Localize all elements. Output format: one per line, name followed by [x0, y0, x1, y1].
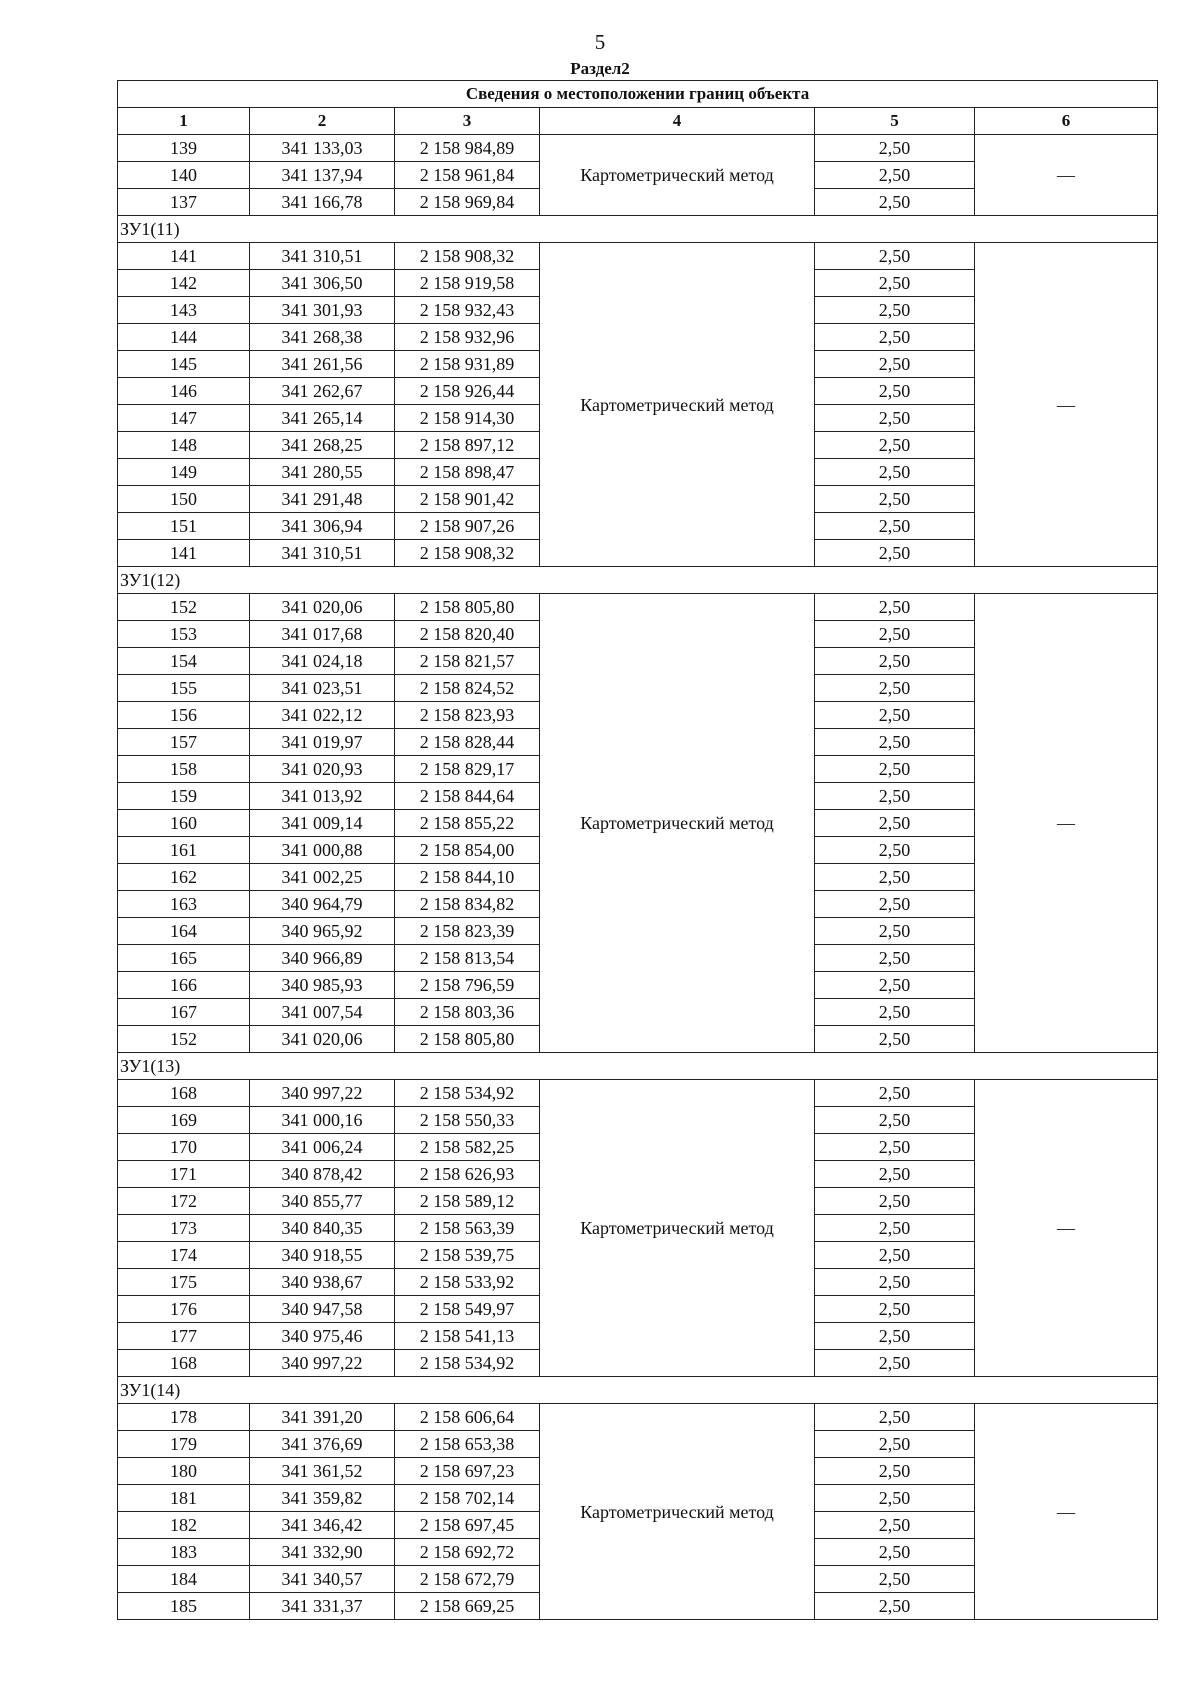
accuracy-value: 2,50 [815, 1458, 975, 1485]
plot-label: ЗУ1(13) [118, 1053, 1158, 1080]
point-number: 165 [118, 945, 250, 972]
point-number: 142 [118, 270, 250, 297]
coordinate-x: 341 023,51 [250, 675, 395, 702]
coordinate-x: 341 291,48 [250, 486, 395, 513]
accuracy-value: 2,50 [815, 297, 975, 324]
coordinate-x: 341 133,03 [250, 135, 395, 162]
coordinate-y: 2 158 828,44 [395, 729, 540, 756]
table-row [118, 594, 1158, 621]
coordinate-x: 341 332,90 [250, 1539, 395, 1566]
coordinate-y: 2 158 823,39 [395, 918, 540, 945]
point-number: 146 [118, 378, 250, 405]
coordinate-y: 2 158 901,42 [395, 486, 540, 513]
accuracy-value: 2,50 [815, 756, 975, 783]
coordinate-x: 341 020,06 [250, 1026, 395, 1053]
coordinate-y: 2 158 914,30 [395, 405, 540, 432]
coordinate-x: 341 166,78 [250, 189, 395, 216]
coordinate-y: 2 158 897,12 [395, 432, 540, 459]
point-number: 148 [118, 432, 250, 459]
point-number: 139 [118, 135, 250, 162]
accuracy-value: 2,50 [815, 810, 975, 837]
page-number: 5 [594, 30, 606, 54]
accuracy-value: 2,50 [815, 1593, 975, 1620]
accuracy-value: 2,50 [815, 1512, 975, 1539]
coordinate-x: 341 261,56 [250, 351, 395, 378]
accuracy-value: 2,50 [815, 1134, 975, 1161]
coordinate-x: 341 020,06 [250, 594, 395, 621]
coordinate-y: 2 158 582,25 [395, 1134, 540, 1161]
column-number: 4 [540, 108, 815, 135]
accuracy-value: 2,50 [815, 1566, 975, 1593]
section-title: Раздел2 [570, 59, 630, 78]
point-number: 157 [118, 729, 250, 756]
coordinate-x: 341 361,52 [250, 1458, 395, 1485]
accuracy-value: 2,50 [815, 486, 975, 513]
coordinate-y: 2 158 702,14 [395, 1485, 540, 1512]
coordinate-x: 341 017,68 [250, 621, 395, 648]
accuracy-value: 2,50 [815, 1215, 975, 1242]
coordinate-y: 2 158 813,54 [395, 945, 540, 972]
coordinate-y: 2 158 805,80 [395, 594, 540, 621]
coordinate-x: 341 268,38 [250, 324, 395, 351]
point-number: 179 [118, 1431, 250, 1458]
coordinate-x: 340 997,22 [250, 1080, 395, 1107]
table-row [118, 135, 1158, 162]
plot-header-row [118, 567, 1158, 594]
coordinate-y: 2 158 563,39 [395, 1215, 540, 1242]
accuracy-value: 2,50 [815, 540, 975, 567]
point-number: 152 [118, 594, 250, 621]
plot-label: ЗУ1(14) [118, 1377, 1158, 1404]
coordinate-x: 341 265,14 [250, 405, 395, 432]
coordinate-y: 2 158 805,80 [395, 1026, 540, 1053]
coordinate-x: 341 268,25 [250, 432, 395, 459]
coordinate-x: 341 306,94 [250, 513, 395, 540]
coordinate-y: 2 158 626,93 [395, 1161, 540, 1188]
coordinate-y: 2 158 919,58 [395, 270, 540, 297]
point-number: 149 [118, 459, 250, 486]
coordinate-y: 2 158 844,10 [395, 864, 540, 891]
point-number: 141 [118, 243, 250, 270]
accuracy-value: 2,50 [815, 1539, 975, 1566]
point-number: 152 [118, 1026, 250, 1053]
point-number: 144 [118, 324, 250, 351]
column-number: 6 [975, 108, 1158, 135]
coordinate-y: 2 158 589,12 [395, 1188, 540, 1215]
column-6-value: — [975, 1404, 1158, 1620]
coordinate-y: 2 158 932,43 [395, 297, 540, 324]
table-row [118, 1404, 1158, 1431]
column-number: 3 [395, 108, 540, 135]
coordinate-y: 2 158 984,89 [395, 135, 540, 162]
coordinate-y: 2 158 534,92 [395, 1080, 540, 1107]
coordinate-x: 341 022,12 [250, 702, 395, 729]
accuracy-value: 2,50 [815, 783, 975, 810]
accuracy-value: 2,50 [815, 243, 975, 270]
point-number: 156 [118, 702, 250, 729]
coordinate-x: 341 306,50 [250, 270, 395, 297]
coordinate-x: 340 840,35 [250, 1215, 395, 1242]
column-6-value: — [975, 1080, 1158, 1377]
point-number: 174 [118, 1242, 250, 1269]
coordinate-x: 340 878,42 [250, 1161, 395, 1188]
accuracy-value: 2,50 [815, 675, 975, 702]
coordinate-y: 2 158 796,59 [395, 972, 540, 999]
coordinate-x: 340 966,89 [250, 945, 395, 972]
point-number: 167 [118, 999, 250, 1026]
point-number: 182 [118, 1512, 250, 1539]
accuracy-value: 2,50 [815, 1026, 975, 1053]
coordinate-y: 2 158 697,45 [395, 1512, 540, 1539]
accuracy-value: 2,50 [815, 864, 975, 891]
coordinate-x: 341 020,93 [250, 756, 395, 783]
coordinate-x: 341 000,16 [250, 1107, 395, 1134]
point-number: 184 [118, 1566, 250, 1593]
coordinate-y: 2 158 606,64 [395, 1404, 540, 1431]
coordinate-y: 2 158 669,25 [395, 1593, 540, 1620]
accuracy-value: 2,50 [815, 1269, 975, 1296]
accuracy-value: 2,50 [815, 405, 975, 432]
point-number: 161 [118, 837, 250, 864]
point-number: 183 [118, 1539, 250, 1566]
coordinate-y: 2 158 821,57 [395, 648, 540, 675]
accuracy-value: 2,50 [815, 918, 975, 945]
coordinate-y: 2 158 672,79 [395, 1566, 540, 1593]
point-number: 140 [118, 162, 250, 189]
coordinate-y: 2 158 697,23 [395, 1458, 540, 1485]
coordinate-y: 2 158 932,96 [395, 324, 540, 351]
point-number: 137 [118, 189, 250, 216]
coordinate-y: 2 158 926,44 [395, 378, 540, 405]
point-number: 168 [118, 1080, 250, 1107]
accuracy-value: 2,50 [815, 621, 975, 648]
accuracy-value: 2,50 [815, 1485, 975, 1512]
coordinate-y: 2 158 829,17 [395, 756, 540, 783]
point-number: 154 [118, 648, 250, 675]
point-number: 143 [118, 297, 250, 324]
coordinate-x: 341 310,51 [250, 540, 395, 567]
table-row [118, 1080, 1158, 1107]
coordinate-x: 341 280,55 [250, 459, 395, 486]
plot-header-row [118, 216, 1158, 243]
accuracy-value: 2,50 [815, 837, 975, 864]
accuracy-value: 2,50 [815, 324, 975, 351]
coordinate-y: 2 158 820,40 [395, 621, 540, 648]
point-number: 162 [118, 864, 250, 891]
coordinate-y: 2 158 898,47 [395, 459, 540, 486]
accuracy-value: 2,50 [815, 459, 975, 486]
method-cell: Картометрический метод [540, 1404, 815, 1620]
coordinate-x: 340 855,77 [250, 1188, 395, 1215]
coordinate-y: 2 158 844,64 [395, 783, 540, 810]
accuracy-value: 2,50 [815, 189, 975, 216]
coordinate-x: 340 938,67 [250, 1269, 395, 1296]
column-6-value: — [975, 243, 1158, 567]
column-number-row [118, 108, 1158, 135]
coordinate-x: 340 965,92 [250, 918, 395, 945]
method-cell: Картометрический метод [540, 135, 815, 216]
coordinate-x: 341 346,42 [250, 1512, 395, 1539]
method-cell: Картометрический метод [540, 243, 815, 567]
coordinate-x: 340 918,55 [250, 1242, 395, 1269]
point-number: 145 [118, 351, 250, 378]
coordinate-x: 341 013,92 [250, 783, 395, 810]
coordinate-y: 2 158 550,33 [395, 1107, 540, 1134]
point-number: 153 [118, 621, 250, 648]
accuracy-value: 2,50 [815, 1107, 975, 1134]
accuracy-value: 2,50 [815, 1080, 975, 1107]
coordinate-y: 2 158 834,82 [395, 891, 540, 918]
accuracy-value: 2,50 [815, 702, 975, 729]
accuracy-value: 2,50 [815, 1188, 975, 1215]
coordinate-y: 2 158 539,75 [395, 1242, 540, 1269]
coordinate-y: 2 158 855,22 [395, 810, 540, 837]
boundary-coordinates-table [117, 80, 1158, 1620]
point-number: 166 [118, 972, 250, 999]
accuracy-value: 2,50 [815, 1161, 975, 1188]
point-number: 163 [118, 891, 250, 918]
coordinate-x: 341 359,82 [250, 1485, 395, 1512]
accuracy-value: 2,50 [815, 594, 975, 621]
coordinate-y: 2 158 854,00 [395, 837, 540, 864]
coordinate-y: 2 158 961,84 [395, 162, 540, 189]
coordinate-x: 341 009,14 [250, 810, 395, 837]
plot-label: ЗУ1(12) [118, 567, 1158, 594]
accuracy-value: 2,50 [815, 513, 975, 540]
accuracy-value: 2,50 [815, 270, 975, 297]
coordinate-x: 340 964,79 [250, 891, 395, 918]
coordinate-y: 2 158 692,72 [395, 1539, 540, 1566]
table-caption: Сведения о местоположении границ объекта [118, 81, 1158, 108]
table-caption-row [118, 81, 1158, 108]
plot-header-row [118, 1377, 1158, 1404]
coordinate-x: 341 262,67 [250, 378, 395, 405]
accuracy-value: 2,50 [815, 1242, 975, 1269]
point-number: 173 [118, 1215, 250, 1242]
accuracy-value: 2,50 [815, 432, 975, 459]
accuracy-value: 2,50 [815, 378, 975, 405]
point-number: 169 [118, 1107, 250, 1134]
point-number: 180 [118, 1458, 250, 1485]
coordinate-y: 2 158 824,52 [395, 675, 540, 702]
plot-header-row [118, 1053, 1158, 1080]
table-row [118, 243, 1158, 270]
point-number: 151 [118, 513, 250, 540]
point-number: 164 [118, 918, 250, 945]
coordinate-y: 2 158 823,93 [395, 702, 540, 729]
coordinate-x: 341 006,24 [250, 1134, 395, 1161]
coordinate-x: 341 024,18 [250, 648, 395, 675]
accuracy-value: 2,50 [815, 891, 975, 918]
coordinate-y: 2 158 533,92 [395, 1269, 540, 1296]
accuracy-value: 2,50 [815, 999, 975, 1026]
column-number: 2 [250, 108, 395, 135]
point-number: 172 [118, 1188, 250, 1215]
point-number: 159 [118, 783, 250, 810]
accuracy-value: 2,50 [815, 648, 975, 675]
column-6-value: — [975, 594, 1158, 1053]
coordinate-x: 341 376,69 [250, 1431, 395, 1458]
coordinate-y: 2 158 931,89 [395, 351, 540, 378]
coordinate-x: 341 331,37 [250, 1593, 395, 1620]
table-body [118, 135, 1158, 1620]
accuracy-value: 2,50 [815, 162, 975, 189]
accuracy-value: 2,50 [815, 729, 975, 756]
accuracy-value: 2,50 [815, 1404, 975, 1431]
coordinate-y: 2 158 541,13 [395, 1323, 540, 1350]
point-number: 181 [118, 1485, 250, 1512]
accuracy-value: 2,50 [815, 1296, 975, 1323]
point-number: 176 [118, 1296, 250, 1323]
point-number: 141 [118, 540, 250, 567]
point-number: 171 [118, 1161, 250, 1188]
method-cell: Картометрический метод [540, 1080, 815, 1377]
coordinate-x: 340 975,46 [250, 1323, 395, 1350]
point-number: 155 [118, 675, 250, 702]
column-number: 5 [815, 108, 975, 135]
coordinate-y: 2 158 549,97 [395, 1296, 540, 1323]
coordinate-x: 340 947,58 [250, 1296, 395, 1323]
coordinate-y: 2 158 908,32 [395, 540, 540, 567]
accuracy-value: 2,50 [815, 1350, 975, 1377]
point-number: 178 [118, 1404, 250, 1431]
column-number: 1 [118, 108, 250, 135]
point-number: 185 [118, 1593, 250, 1620]
coordinate-x: 341 002,25 [250, 864, 395, 891]
coordinate-x: 341 301,93 [250, 297, 395, 324]
accuracy-value: 2,50 [815, 945, 975, 972]
coordinate-x: 341 391,20 [250, 1404, 395, 1431]
coordinate-y: 2 158 908,32 [395, 243, 540, 270]
point-number: 150 [118, 486, 250, 513]
method-cell: Картометрический метод [540, 594, 815, 1053]
coordinate-x: 341 310,51 [250, 243, 395, 270]
point-number: 160 [118, 810, 250, 837]
column-6-value: — [975, 135, 1158, 216]
coordinate-x: 341 007,54 [250, 999, 395, 1026]
plot-label: ЗУ1(11) [118, 216, 1158, 243]
accuracy-value: 2,50 [815, 1431, 975, 1458]
point-number: 177 [118, 1323, 250, 1350]
accuracy-value: 2,50 [815, 135, 975, 162]
coordinate-y: 2 158 803,36 [395, 999, 540, 1026]
accuracy-value: 2,50 [815, 1323, 975, 1350]
point-number: 168 [118, 1350, 250, 1377]
accuracy-value: 2,50 [815, 351, 975, 378]
point-number: 147 [118, 405, 250, 432]
coordinate-y: 2 158 969,84 [395, 189, 540, 216]
accuracy-value: 2,50 [815, 972, 975, 999]
point-number: 158 [118, 756, 250, 783]
coordinate-x: 341 137,94 [250, 162, 395, 189]
coordinate-y: 2 158 653,38 [395, 1431, 540, 1458]
coordinate-x: 341 340,57 [250, 1566, 395, 1593]
coordinate-y: 2 158 907,26 [395, 513, 540, 540]
coordinate-x: 340 985,93 [250, 972, 395, 999]
coordinate-x: 341 019,97 [250, 729, 395, 756]
coordinate-x: 340 997,22 [250, 1350, 395, 1377]
point-number: 175 [118, 1269, 250, 1296]
coordinate-x: 341 000,88 [250, 837, 395, 864]
coordinate-y: 2 158 534,92 [395, 1350, 540, 1377]
point-number: 170 [118, 1134, 250, 1161]
